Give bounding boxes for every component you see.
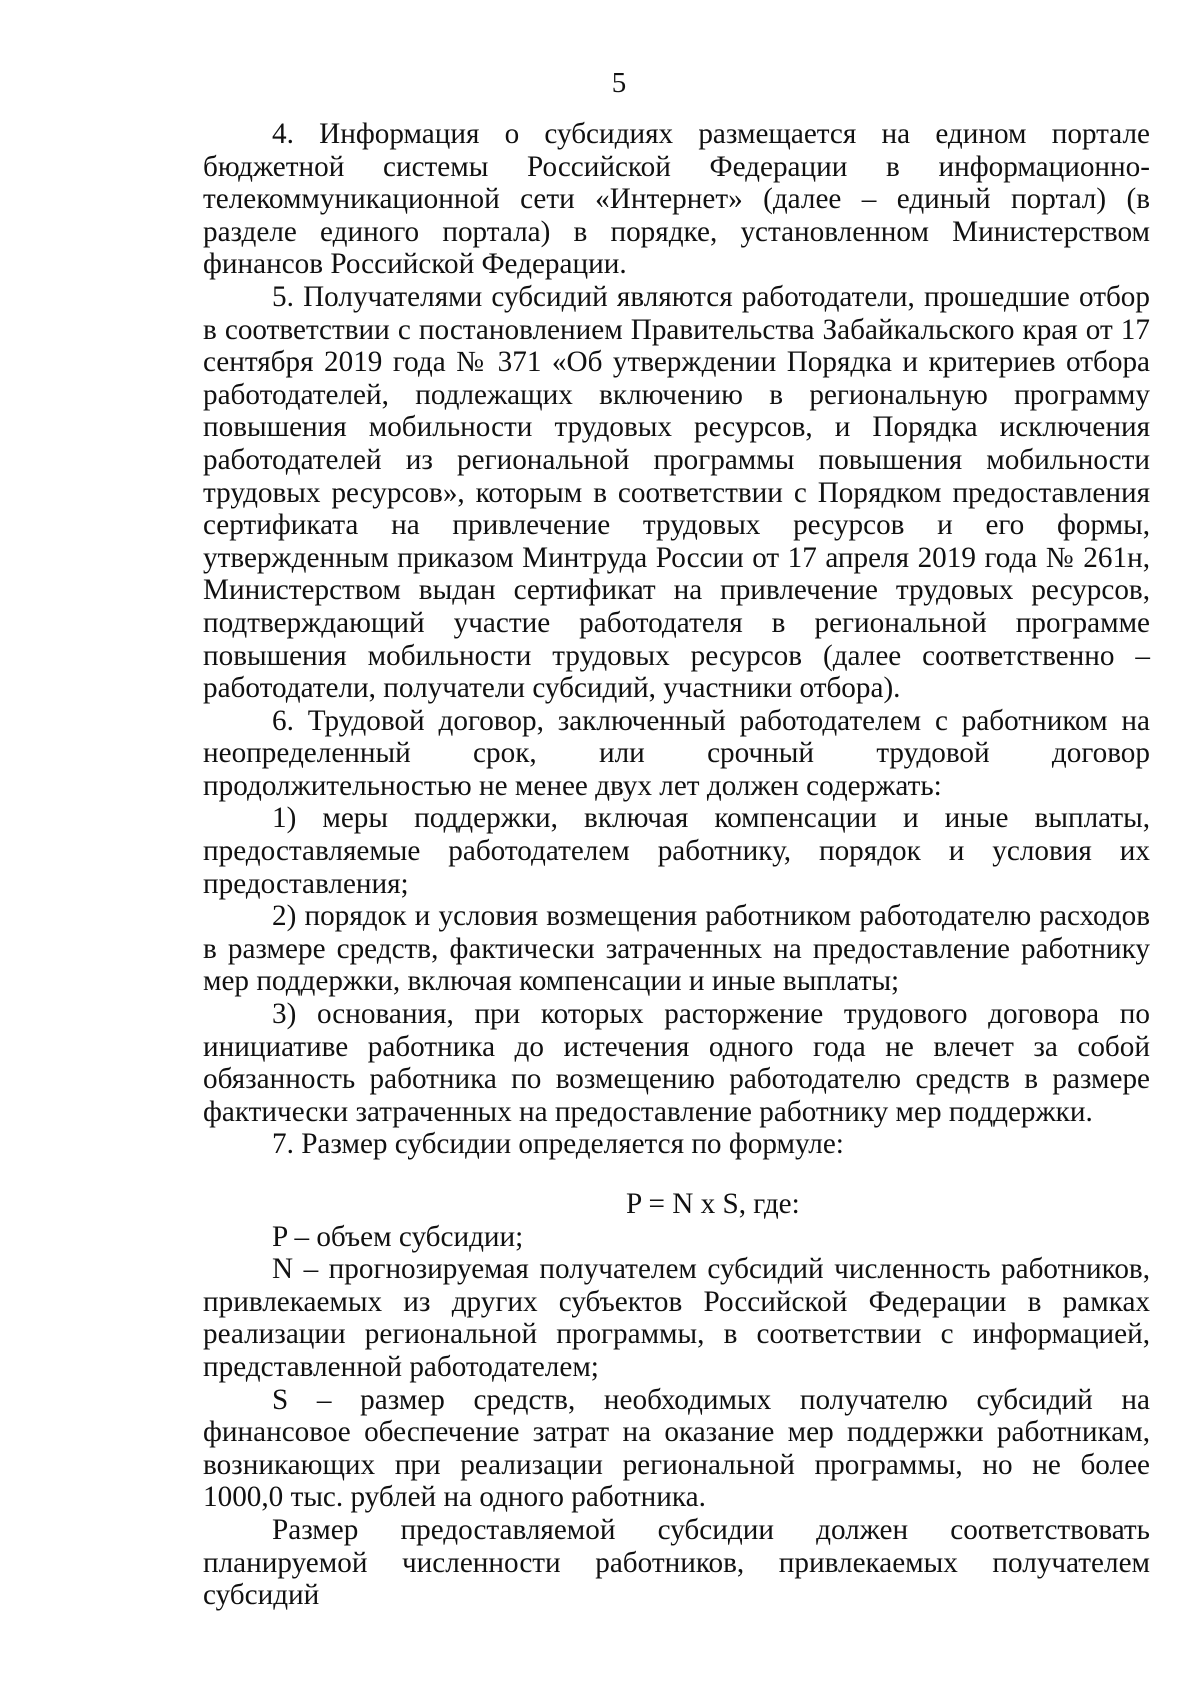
definition-p: P – объем субсидии; [272,1220,524,1253]
paragraph-4-information: 4. Информация о субсидиях размещается на едином портале бюджетной системы Российской Федерации в информационно-телекоммуникационной сети «Интернет» (далее – единый портал) (в разделе единого портала) в порядке, установленном Министерством финансов Российской Федерации. [203,118,1150,281]
list-item-1-support-measures: 1) меры поддержки, включая компенсации и иные выплаты, предоставляемые работодателем работнику, порядок и условия их предоставления; [203,802,1150,900]
list-item-3-termination-grounds: 3) основания, при которых расторжение трудового договора по инициативе работника до истечения одного года не влечет за собой обязанность работника по возмещению работодателю средств в размере фактически затраченных на предоставление работнику мер поддержки. [203,998,1150,1128]
definition-n: N – прогнозируемая получателем субсидий численность работников, привлекаемых из других субъектов Российской Федерации в рамках реализации региональной программы, в соответствии с информацией, представленной работодателем; [203,1253,1150,1383]
paragraph-6-labor-contract: 6. Трудовой договор, заключенный работодателем с работником на неопределенный срок, или срочный трудовой договор продолжительностью не менее двух лет должен содержать: [203,704,1150,802]
paragraph-5-recipients: 5. Получателями субсидий являются работодатели, прошедшие отбор в соответствии с постановлением Правительства Забайкальского края от 17 сентября 2019 года № 371 «Об утверждении Порядка и критериев отбора работодателей, подлежащих включению в региональную программу повышения мобильности трудовых ресурсов, и Порядка исключения работодателей из региональной программы повышения мобильности трудовых ресурсов», которым в соответствии с Порядком предоставления сертификата на привлечение трудовых ресурсов и его формы, утвержденным приказом Минтруда России от 17 апреля 2019 года № 261н, Министерством выдан сертификат на привлечение трудовых ресурсов, подтверждающий участие работодателя в региональной программе повышения мобильности трудовых ресурсов (далее соответственно – работодатели, получатели субсидий, участники отбора). [203,280,1150,705]
document-body [203,118,1150,1612]
definition-s: S – размер средств, необходимых получателю субсидий на финансовое обеспечение затрат на оказание мер поддержки работникам, возникающих при реализации региональной программы, но не более 1000,0 тыс. рублей на одного работника. [203,1383,1150,1514]
subsidy-formula: P = N x S, где: [626,1188,800,1220]
page-number: 5 [611,67,627,99]
paragraph-subsidy-correspondence: Размер предоставляемой субсидии должен соответствовать планируемой численности работников, привлекаемых получателем субсидий [203,1513,1150,1612]
list-item-2-reimbursement: 2) порядок и условия возмещения работником работодателю расходов в размере средств, фактически затраченных на предоставление работнику мер поддержки, включая компенсации и иные выплаты; [203,900,1150,998]
paragraph-7-subsidy-size: 7. Размер субсидии определяется по формуле: [272,1128,844,1161]
